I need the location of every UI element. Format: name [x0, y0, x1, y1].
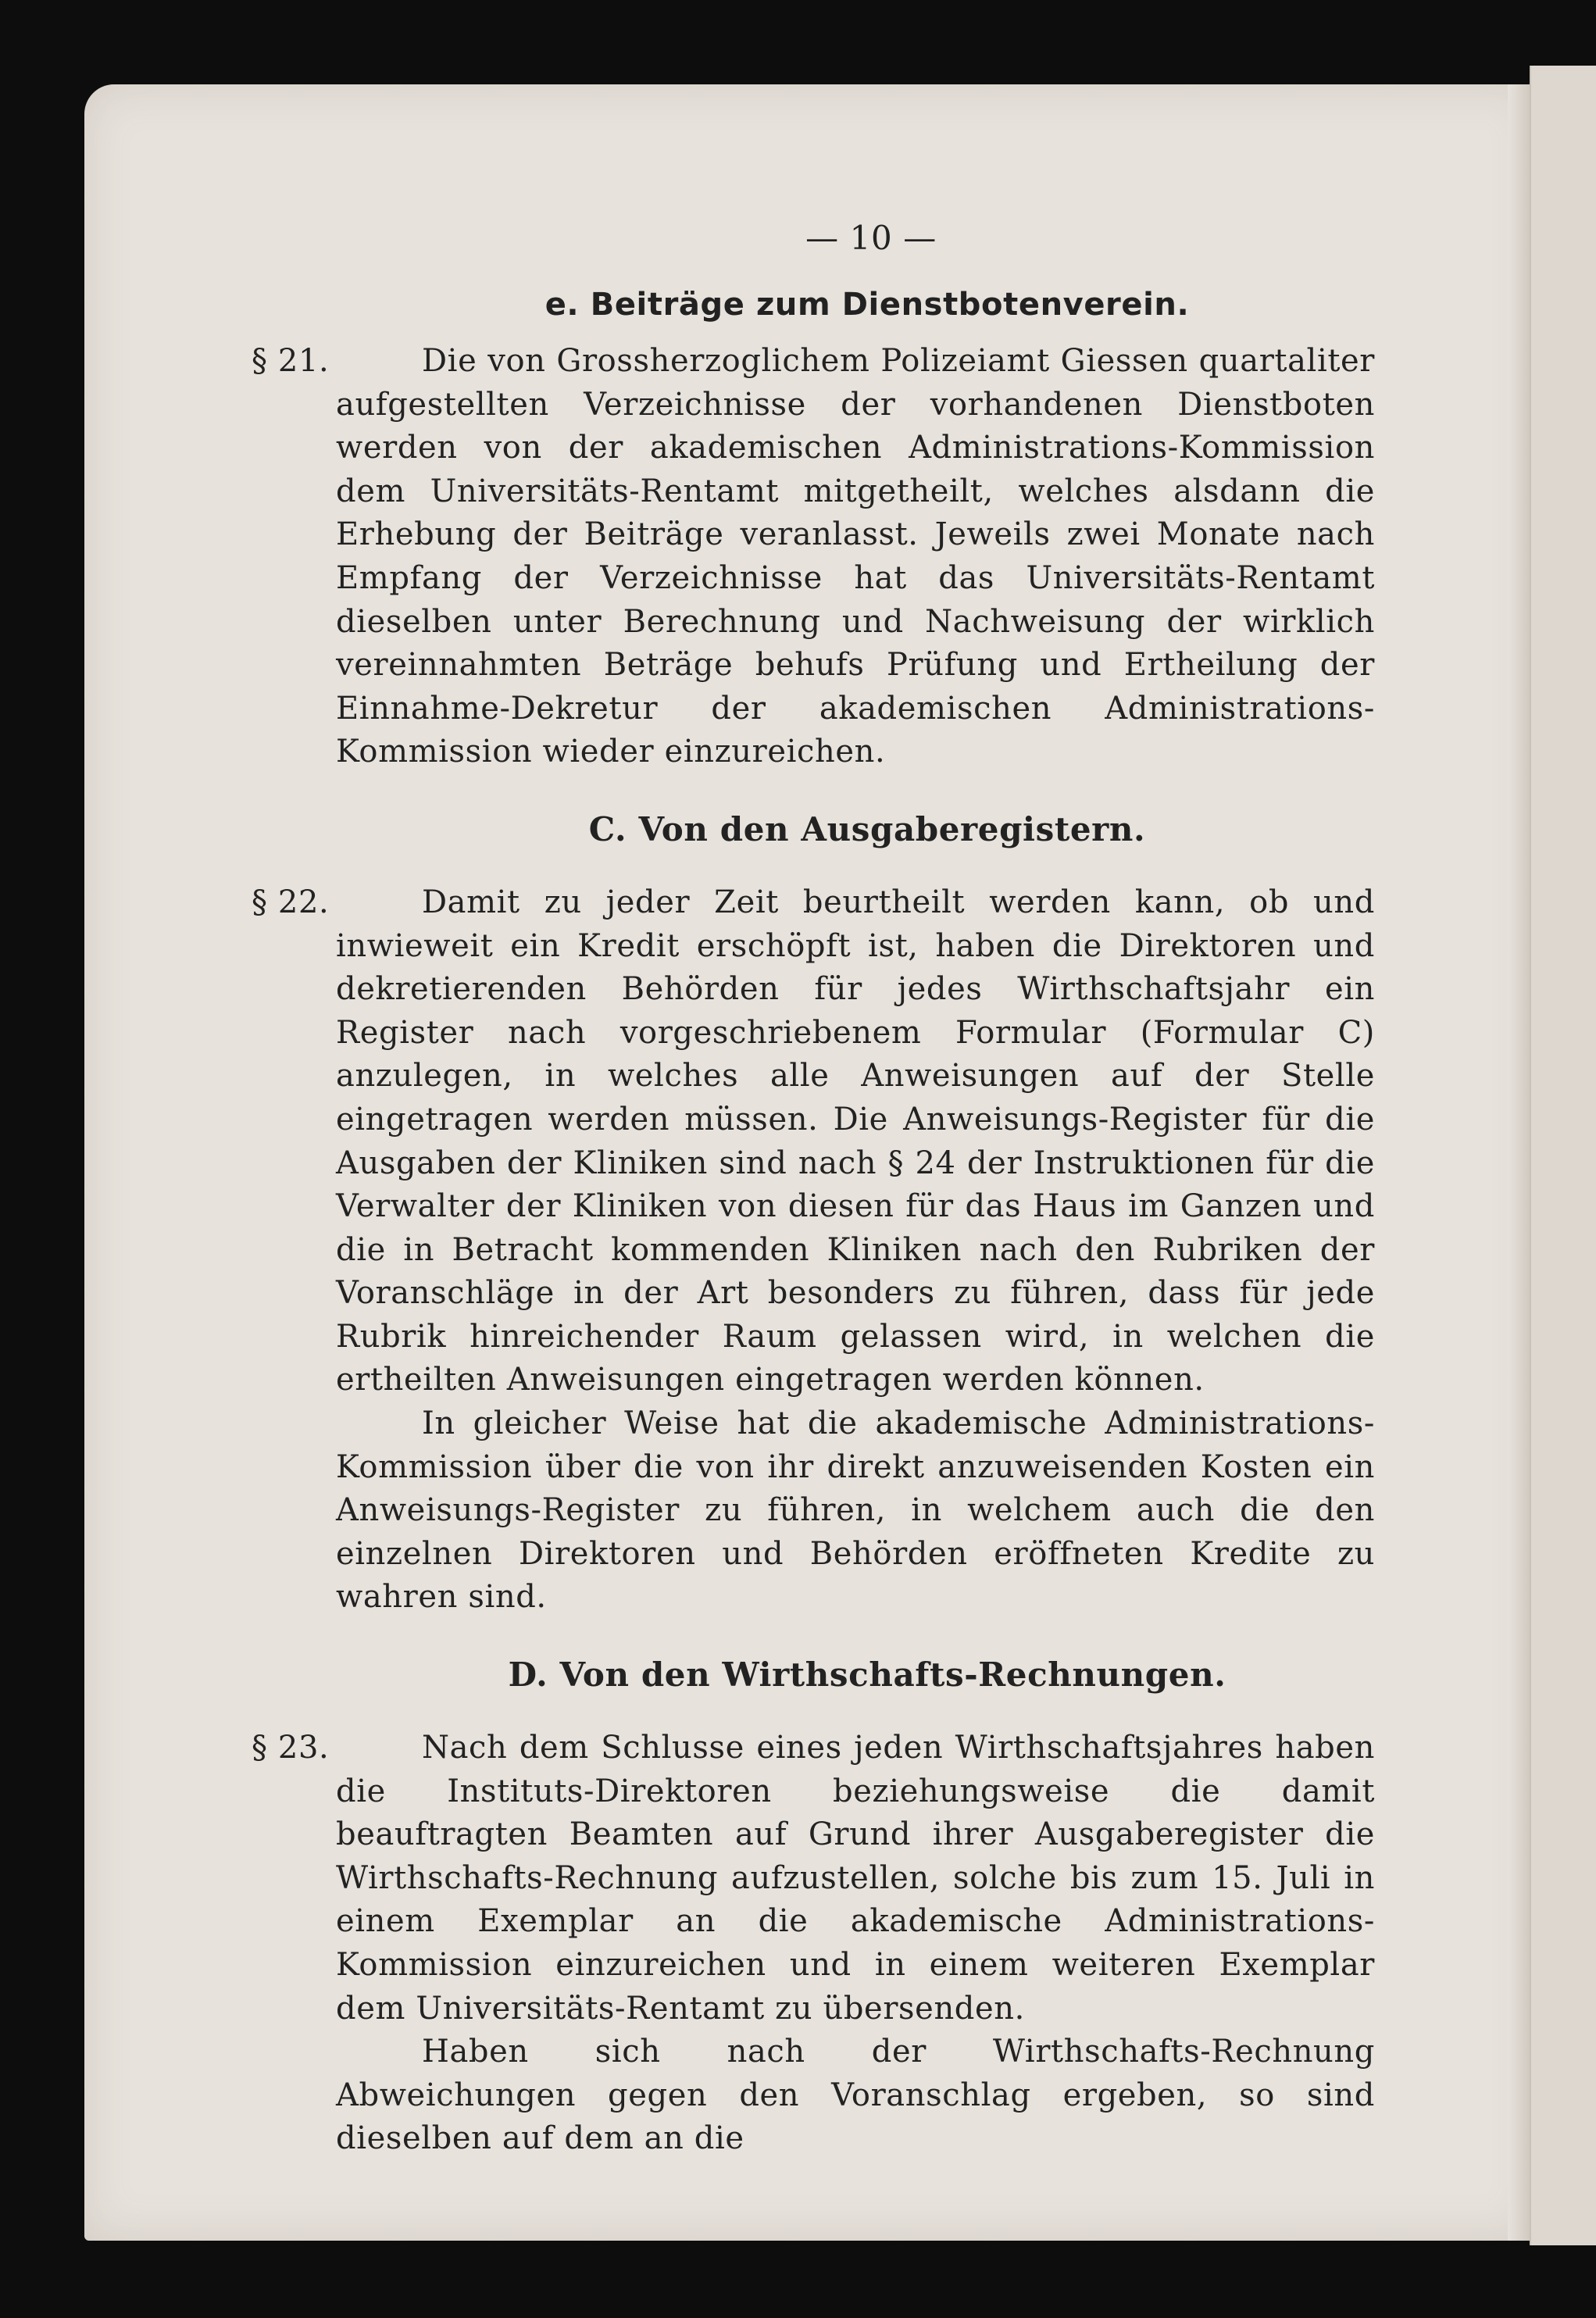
heading-dienstbotenverein: e. Beiträge zum Dienstbotenverein.: [544, 287, 1190, 323]
page-number: — 10 —: [805, 219, 937, 257]
section-number: § 23.: [252, 1730, 330, 1766]
heading-ausgaberegister: C. Von den Ausgaberegistern.: [588, 809, 1146, 848]
paragraph-text: Damit zu jeder Zeit beurtheilt werden kann, ob und inwieweit ein Kredit erschöpft ist, haben die Direktoren und dekretierenden Behörden für jedes Wirthschaftsjahr ein Register nach vorgeschriebenem Formular (Formular C) anzulegen, in welches alle Anweisungen auf der Stelle eingetragen werden müssen. Die Anweisungs-Register für die Ausgaben der Kliniken sind nach § 24 der Instruktionen für die Verwalter der Kliniken von diesen für das Haus im Ganzen und die in Betracht kommenden Kliniken nach den Rubriken der Voranschläge in der Art besonders zu führen, dass für jede Rubrik hinreichender Raum gelassen wird, in welchen die ertheilten Anweisungen eingetragen werden können.: [336, 884, 1375, 1398]
paragraph-section-22: [252, 881, 1375, 1402]
paragraph-continuation: Haben sich nach der Wirthschafts-Rechnung Abweichungen gegen den Voranschlag ergeben, so sind dieselben auf dem an die: [336, 2034, 1375, 2157]
paragraph-section-21: [252, 340, 1375, 774]
page-text: [252, 219, 1375, 2161]
page-gutter: [1508, 84, 1531, 2241]
adjacent-page-edge: [1530, 66, 1596, 2245]
section-number: § 21.: [252, 343, 330, 379]
paragraph-section-23: [252, 1727, 1375, 2030]
paragraph-continuation: In gleicher Weise hat die akademische Administrations-Kommission über die von ihr direkt anzuweisenden Kosten ein Anweisungs-Register zu führen, in welchem auch die den einzelnen Direktoren und Behörden eröffneten Kredite zu wahren sind.: [336, 1405, 1375, 1616]
paragraph-text: Nach dem Schlusse eines jeden Wirthschaftsjahres haben die Instituts-Direktoren beziehungsweise die damit beauftragten Beamten auf Grund ihrer Ausgaberegister die Wirthschafts-Rechnung aufzustellen, solche bis zum 15. Juli in einem Exemplar an die akademische Administrations-Kommission einzureichen und in einem weiteren Exemplar dem Universitäts-Rentamt zu übersenden.: [336, 1730, 1375, 2027]
paragraph-text: Die von Grossherzoglichem Polizeiamt Giessen quartaliter aufgestellten Verzeichnisse der vorhandenen Dienstboten werden von der akademischen Administrations-Kommission dem Universitäts-Rentamt mitgetheilt, welches alsdann die Erhebung der Beiträge veranlasst. Jeweils zwei Monate nach Empfang der Verzeichnisse hat das Universitäts-Rentamt dieselben unter Berechnung und Nachweisung der wirklich vereinnahmten Beträge behufs Prüfung und Ertheilung der Einnahme-Dekretur der akademischen Administrations-Kommission wieder einzureichen.: [336, 343, 1375, 770]
heading-wirthschafts-rechnungen: D. Von den Wirthschafts-Rechnungen.: [508, 1655, 1226, 1695]
section-number: § 22.: [252, 884, 330, 920]
